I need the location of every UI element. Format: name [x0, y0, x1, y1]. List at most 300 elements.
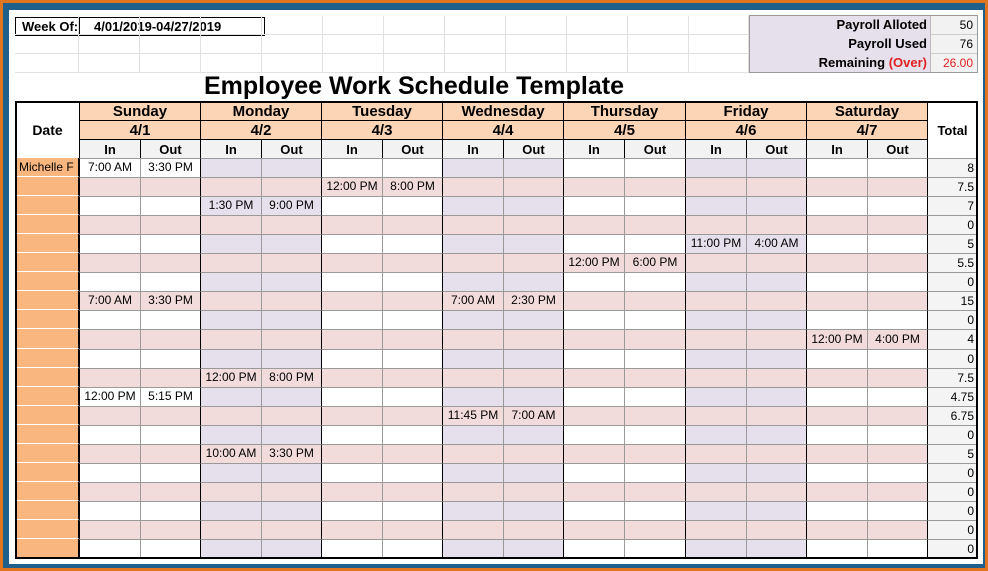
shift-out-cell[interactable] [746, 177, 807, 197]
shift-in-cell[interactable] [563, 158, 625, 178]
shift-in-cell[interactable]: 12:00 PM [806, 329, 868, 350]
shift-out-cell[interactable] [624, 158, 686, 178]
shift-out-cell[interactable] [503, 349, 564, 369]
shift-out-cell[interactable] [261, 234, 322, 254]
shift-out-cell[interactable] [867, 425, 928, 445]
shift-out-cell[interactable]: 9:00 PM [261, 196, 322, 216]
shift-in-cell[interactable] [685, 368, 747, 388]
shift-in-cell[interactable] [685, 158, 747, 178]
shift-out-cell[interactable] [503, 539, 564, 559]
shift-out-cell[interactable] [382, 463, 443, 483]
shift-in-cell[interactable] [806, 215, 868, 235]
shift-out-cell[interactable] [382, 291, 443, 311]
shift-in-cell[interactable] [563, 349, 625, 369]
shift-in-cell[interactable] [563, 539, 625, 559]
shift-out-cell[interactable] [140, 349, 201, 369]
shift-in-cell[interactable] [806, 482, 868, 502]
shift-out-cell[interactable] [382, 349, 443, 369]
employee-name-cell[interactable] [15, 387, 79, 406]
shift-out-cell[interactable] [503, 310, 564, 330]
employee-name-cell[interactable] [15, 444, 79, 463]
shift-in-cell[interactable] [321, 444, 383, 464]
shift-in-cell[interactable]: 12:00 PM [321, 177, 383, 197]
shift-out-cell[interactable] [624, 444, 686, 464]
shift-in-cell[interactable] [79, 463, 141, 483]
shift-in-cell[interactable] [200, 158, 262, 178]
shift-in-cell[interactable] [806, 272, 868, 292]
payroll-used-value[interactable]: 76 [930, 35, 977, 54]
shift-in-cell[interactable] [321, 158, 383, 178]
shift-in-cell[interactable] [685, 310, 747, 330]
shift-out-cell[interactable] [382, 387, 443, 407]
shift-out-cell[interactable] [503, 215, 564, 235]
shift-in-cell[interactable] [806, 368, 868, 388]
shift-out-cell[interactable] [382, 329, 443, 350]
shift-in-cell[interactable] [563, 463, 625, 483]
shift-out-cell[interactable] [261, 387, 322, 407]
payroll-alloted-value[interactable]: 50 [930, 16, 977, 35]
shift-in-cell[interactable] [685, 177, 747, 197]
shift-out-cell[interactable] [746, 272, 807, 292]
shift-in-cell[interactable] [442, 501, 504, 521]
shift-out-cell[interactable] [624, 387, 686, 407]
shift-out-cell[interactable] [624, 501, 686, 521]
shift-in-cell[interactable] [79, 310, 141, 330]
shift-out-cell[interactable] [624, 520, 686, 540]
employee-name-cell[interactable] [15, 539, 79, 558]
shift-out-cell[interactable] [140, 406, 201, 426]
shift-out-cell[interactable] [140, 463, 201, 483]
shift-out-cell[interactable] [261, 425, 322, 445]
employee-name-cell[interactable] [15, 177, 79, 196]
shift-out-cell[interactable]: 2:30 PM [503, 291, 564, 311]
employee-name-cell[interactable] [15, 234, 79, 253]
shift-out-cell[interactable] [503, 425, 564, 445]
shift-in-cell[interactable] [79, 406, 141, 426]
shift-out-cell[interactable] [867, 444, 928, 464]
shift-in-cell[interactable] [79, 272, 141, 292]
shift-in-cell[interactable] [563, 425, 625, 445]
shift-in-cell[interactable] [563, 501, 625, 521]
shift-in-cell[interactable] [200, 463, 262, 483]
shift-in-cell[interactable]: 7:00 AM [79, 291, 141, 311]
shift-in-cell[interactable]: 11:00 PM [685, 234, 747, 254]
shift-out-cell[interactable] [867, 196, 928, 216]
shift-in-cell[interactable] [806, 444, 868, 464]
shift-out-cell[interactable] [867, 215, 928, 235]
shift-out-cell[interactable] [140, 253, 201, 273]
shift-out-cell[interactable] [746, 196, 807, 216]
shift-out-cell[interactable] [746, 520, 807, 540]
shift-out-cell[interactable] [382, 482, 443, 502]
employee-name-cell[interactable] [15, 368, 79, 387]
shift-out-cell[interactable] [261, 520, 322, 540]
shift-in-cell[interactable] [321, 501, 383, 521]
shift-out-cell[interactable] [867, 291, 928, 311]
shift-in-cell[interactable] [79, 329, 141, 350]
shift-out-cell[interactable] [382, 520, 443, 540]
shift-in-cell[interactable] [563, 177, 625, 197]
shift-in-cell[interactable] [321, 425, 383, 445]
shift-in-cell[interactable] [685, 406, 747, 426]
shift-out-cell[interactable] [140, 234, 201, 254]
shift-out-cell[interactable] [382, 539, 443, 559]
shift-in-cell[interactable] [685, 387, 747, 407]
shift-in-cell[interactable] [321, 349, 383, 369]
shift-out-cell[interactable] [382, 406, 443, 426]
shift-out-cell[interactable] [624, 368, 686, 388]
shift-out-cell[interactable] [624, 463, 686, 483]
shift-in-cell[interactable] [685, 444, 747, 464]
employee-name-cell[interactable] [15, 482, 79, 501]
employee-name-cell[interactable] [15, 463, 79, 482]
shift-out-cell[interactable] [746, 215, 807, 235]
shift-in-cell[interactable] [321, 234, 383, 254]
employee-name-cell[interactable] [15, 520, 79, 539]
shift-out-cell[interactable] [624, 234, 686, 254]
shift-out-cell[interactable] [624, 329, 686, 350]
shift-out-cell[interactable] [746, 425, 807, 445]
shift-in-cell[interactable] [79, 444, 141, 464]
shift-out-cell[interactable] [261, 253, 322, 273]
shift-out-cell[interactable] [746, 158, 807, 178]
shift-in-cell[interactable] [442, 539, 504, 559]
shift-in-cell[interactable] [200, 387, 262, 407]
shift-in-cell[interactable] [321, 291, 383, 311]
shift-out-cell[interactable] [867, 482, 928, 502]
shift-out-cell[interactable] [746, 368, 807, 388]
shift-in-cell[interactable] [806, 310, 868, 330]
shift-out-cell[interactable] [503, 482, 564, 502]
shift-out-cell[interactable] [382, 272, 443, 292]
shift-out-cell[interactable] [624, 196, 686, 216]
shift-out-cell[interactable] [140, 196, 201, 216]
shift-out-cell[interactable] [261, 272, 322, 292]
shift-in-cell[interactable] [685, 253, 747, 273]
shift-out-cell[interactable] [140, 501, 201, 521]
shift-in-cell[interactable] [442, 177, 504, 197]
shift-in-cell[interactable] [806, 291, 868, 311]
shift-out-cell[interactable] [867, 272, 928, 292]
shift-in-cell[interactable] [806, 406, 868, 426]
shift-in-cell[interactable] [79, 177, 141, 197]
shift-in-cell[interactable] [563, 234, 625, 254]
shift-in-cell[interactable] [442, 272, 504, 292]
shift-out-cell[interactable] [867, 368, 928, 388]
shift-in-cell[interactable] [806, 463, 868, 483]
shift-in-cell[interactable] [442, 349, 504, 369]
shift-out-cell[interactable] [261, 349, 322, 369]
employee-name-cell[interactable] [15, 425, 79, 444]
shift-out-cell[interactable] [382, 425, 443, 445]
shift-out-cell[interactable] [746, 406, 807, 426]
shift-out-cell[interactable] [867, 177, 928, 197]
shift-in-cell[interactable] [685, 272, 747, 292]
shift-in-cell[interactable] [685, 482, 747, 502]
shift-out-cell[interactable] [261, 177, 322, 197]
shift-in-cell[interactable] [321, 329, 383, 350]
shift-in-cell[interactable] [442, 444, 504, 464]
shift-in-cell[interactable] [321, 482, 383, 502]
shift-out-cell[interactable] [867, 387, 928, 407]
shift-out-cell[interactable]: 4:00 AM [746, 234, 807, 254]
shift-out-cell[interactable] [140, 177, 201, 197]
shift-out-cell[interactable]: 8:00 PM [261, 368, 322, 388]
shift-in-cell[interactable] [200, 329, 262, 350]
shift-out-cell[interactable] [624, 539, 686, 559]
shift-out-cell[interactable] [382, 444, 443, 464]
employee-name-cell[interactable] [15, 329, 79, 349]
shift-in-cell[interactable] [685, 329, 747, 350]
shift-out-cell[interactable] [140, 444, 201, 464]
shift-in-cell[interactable] [321, 310, 383, 330]
employee-name-cell[interactable] [15, 291, 79, 310]
shift-out-cell[interactable]: 8:00 PM [382, 177, 443, 197]
shift-out-cell[interactable] [382, 368, 443, 388]
shift-out-cell[interactable] [140, 272, 201, 292]
employee-name-cell[interactable] [15, 215, 79, 234]
shift-in-cell[interactable] [806, 177, 868, 197]
shift-in-cell[interactable] [442, 368, 504, 388]
shift-out-cell[interactable] [261, 501, 322, 521]
shift-out-cell[interactable] [746, 329, 807, 350]
shift-in-cell[interactable] [806, 349, 868, 369]
shift-in-cell[interactable] [442, 253, 504, 273]
shift-in-cell[interactable] [200, 234, 262, 254]
employee-name-cell[interactable] [15, 310, 79, 329]
shift-in-cell[interactable]: 7:00 AM [442, 291, 504, 311]
shift-out-cell[interactable] [624, 272, 686, 292]
shift-in-cell[interactable] [563, 444, 625, 464]
shift-out-cell[interactable] [746, 539, 807, 559]
shift-in-cell[interactable] [442, 196, 504, 216]
shift-out-cell[interactable] [867, 539, 928, 559]
shift-out-cell[interactable] [503, 329, 564, 350]
shift-in-cell[interactable] [200, 425, 262, 445]
shift-in-cell[interactable] [79, 482, 141, 502]
shift-in-cell[interactable] [442, 463, 504, 483]
shift-in-cell[interactable] [806, 539, 868, 559]
employee-name-cell[interactable] [15, 253, 79, 272]
shift-in-cell[interactable] [806, 196, 868, 216]
shift-in-cell[interactable] [200, 406, 262, 426]
shift-out-cell[interactable] [624, 349, 686, 369]
shift-in-cell[interactable] [79, 253, 141, 273]
shift-out-cell[interactable] [382, 158, 443, 178]
shift-in-cell[interactable] [563, 520, 625, 540]
shift-in-cell[interactable] [200, 215, 262, 235]
shift-out-cell[interactable] [261, 215, 322, 235]
shift-in-cell[interactable] [200, 253, 262, 273]
shift-out-cell[interactable] [503, 177, 564, 197]
shift-in-cell[interactable] [563, 406, 625, 426]
shift-out-cell[interactable] [503, 368, 564, 388]
shift-out-cell[interactable] [624, 425, 686, 445]
shift-in-cell[interactable] [806, 234, 868, 254]
shift-in-cell[interactable] [685, 291, 747, 311]
shift-out-cell[interactable] [624, 482, 686, 502]
shift-in-cell[interactable] [200, 539, 262, 559]
shift-out-cell[interactable] [746, 501, 807, 521]
shift-out-cell[interactable] [624, 177, 686, 197]
shift-out-cell[interactable] [261, 329, 322, 350]
employee-name-cell[interactable] [15, 501, 79, 520]
shift-out-cell[interactable]: 5:15 PM [140, 387, 201, 407]
shift-in-cell[interactable] [200, 349, 262, 369]
shift-in-cell[interactable] [806, 425, 868, 445]
shift-in-cell[interactable]: 11:45 PM [442, 406, 504, 426]
employee-name-cell[interactable] [15, 406, 79, 425]
shift-in-cell[interactable] [321, 520, 383, 540]
shift-in-cell[interactable] [806, 158, 868, 178]
shift-out-cell[interactable] [867, 406, 928, 426]
shift-out-cell[interactable] [867, 234, 928, 254]
shift-out-cell[interactable]: 3:30 PM [140, 158, 201, 178]
shift-out-cell[interactable] [867, 158, 928, 178]
employee-name-cell[interactable] [15, 272, 79, 291]
shift-in-cell[interactable] [563, 196, 625, 216]
shift-out-cell[interactable] [746, 310, 807, 330]
shift-out-cell[interactable] [746, 349, 807, 369]
shift-out-cell[interactable] [746, 463, 807, 483]
shift-in-cell[interactable] [442, 158, 504, 178]
shift-out-cell[interactable] [624, 310, 686, 330]
shift-in-cell[interactable] [442, 520, 504, 540]
shift-in-cell[interactable] [685, 425, 747, 445]
shift-out-cell[interactable] [140, 482, 201, 502]
shift-out-cell[interactable] [746, 444, 807, 464]
shift-in-cell[interactable] [563, 368, 625, 388]
shift-in-cell[interactable]: 12:00 PM [200, 368, 262, 388]
week-of-value[interactable]: 4/01/2019-04/27/2019 [79, 17, 265, 36]
shift-out-cell[interactable] [503, 463, 564, 483]
shift-in-cell[interactable]: 12:00 PM [79, 387, 141, 407]
shift-out-cell[interactable] [140, 329, 201, 350]
shift-in-cell[interactable] [200, 520, 262, 540]
shift-in-cell[interactable] [685, 196, 747, 216]
shift-out-cell[interactable] [746, 482, 807, 502]
employee-name-cell[interactable]: Michelle F [15, 158, 79, 177]
shift-in-cell[interactable] [79, 501, 141, 521]
shift-in-cell[interactable] [79, 425, 141, 445]
shift-in-cell[interactable] [321, 368, 383, 388]
shift-in-cell[interactable] [321, 463, 383, 483]
shift-out-cell[interactable] [503, 234, 564, 254]
shift-out-cell[interactable] [382, 234, 443, 254]
shift-in-cell[interactable] [563, 215, 625, 235]
shift-out-cell[interactable] [382, 253, 443, 273]
shift-out-cell[interactable] [867, 310, 928, 330]
shift-in-cell[interactable] [685, 520, 747, 540]
shift-out-cell[interactable] [140, 425, 201, 445]
shift-in-cell[interactable] [442, 425, 504, 445]
shift-out-cell[interactable] [503, 253, 564, 273]
shift-out-cell[interactable] [503, 158, 564, 178]
shift-in-cell[interactable] [200, 272, 262, 292]
shift-in-cell[interactable] [79, 539, 141, 559]
shift-out-cell[interactable] [624, 215, 686, 235]
shift-in-cell[interactable] [321, 539, 383, 559]
shift-out-cell[interactable] [503, 196, 564, 216]
shift-in-cell[interactable] [563, 482, 625, 502]
shift-out-cell[interactable] [503, 520, 564, 540]
shift-in-cell[interactable] [806, 387, 868, 407]
shift-out-cell[interactable] [261, 291, 322, 311]
shift-out-cell[interactable] [624, 291, 686, 311]
shift-out-cell[interactable] [261, 310, 322, 330]
shift-out-cell[interactable]: 4:00 PM [867, 329, 928, 350]
shift-in-cell[interactable] [563, 291, 625, 311]
shift-in-cell[interactable] [563, 310, 625, 330]
shift-out-cell[interactable] [503, 501, 564, 521]
shift-out-cell[interactable] [867, 253, 928, 273]
shift-out-cell[interactable]: 3:30 PM [261, 444, 322, 464]
shift-out-cell[interactable] [382, 501, 443, 521]
shift-out-cell[interactable]: 3:30 PM [140, 291, 201, 311]
shift-in-cell[interactable] [321, 215, 383, 235]
shift-in-cell[interactable] [442, 329, 504, 350]
shift-in-cell[interactable] [685, 501, 747, 521]
shift-in-cell[interactable]: 12:00 PM [563, 253, 625, 273]
shift-out-cell[interactable] [867, 501, 928, 521]
shift-in-cell[interactable] [321, 387, 383, 407]
shift-out-cell[interactable] [867, 520, 928, 540]
shift-out-cell[interactable] [261, 463, 322, 483]
shift-out-cell[interactable]: 6:00 PM [624, 253, 686, 273]
shift-in-cell[interactable] [806, 520, 868, 540]
shift-in-cell[interactable] [442, 482, 504, 502]
shift-out-cell[interactable] [503, 272, 564, 292]
shift-in-cell[interactable] [79, 196, 141, 216]
shift-out-cell[interactable] [140, 368, 201, 388]
shift-in-cell[interactable] [79, 520, 141, 540]
shift-out-cell[interactable] [261, 406, 322, 426]
shift-in-cell[interactable] [321, 406, 383, 426]
shift-in-cell[interactable] [200, 501, 262, 521]
shift-in-cell[interactable] [685, 215, 747, 235]
shift-in-cell[interactable] [563, 329, 625, 350]
shift-out-cell[interactable] [261, 539, 322, 559]
shift-in-cell[interactable] [200, 482, 262, 502]
shift-in-cell[interactable]: 10:00 AM [200, 444, 262, 464]
shift-in-cell[interactable] [442, 387, 504, 407]
shift-out-cell[interactable] [382, 215, 443, 235]
shift-in-cell[interactable] [442, 215, 504, 235]
shift-out-cell[interactable] [503, 387, 564, 407]
shift-in-cell[interactable] [563, 272, 625, 292]
shift-out-cell[interactable] [503, 444, 564, 464]
shift-out-cell[interactable] [261, 482, 322, 502]
shift-in-cell[interactable] [321, 196, 383, 216]
shift-out-cell[interactable] [382, 310, 443, 330]
shift-in-cell[interactable] [200, 310, 262, 330]
shift-in-cell[interactable] [685, 463, 747, 483]
shift-out-cell[interactable] [140, 520, 201, 540]
shift-in-cell[interactable] [321, 253, 383, 273]
shift-in-cell[interactable] [79, 234, 141, 254]
shift-in-cell[interactable] [806, 253, 868, 273]
shift-in-cell[interactable] [321, 272, 383, 292]
shift-out-cell[interactable] [624, 406, 686, 426]
shift-out-cell[interactable] [746, 253, 807, 273]
shift-in-cell[interactable] [442, 234, 504, 254]
shift-in-cell[interactable] [79, 368, 141, 388]
shift-in-cell[interactable]: 7:00 AM [79, 158, 141, 178]
shift-in-cell[interactable]: 1:30 PM [200, 196, 262, 216]
shift-out-cell[interactable] [867, 463, 928, 483]
shift-in-cell[interactable] [442, 310, 504, 330]
shift-out-cell[interactable]: 7:00 AM [503, 406, 564, 426]
